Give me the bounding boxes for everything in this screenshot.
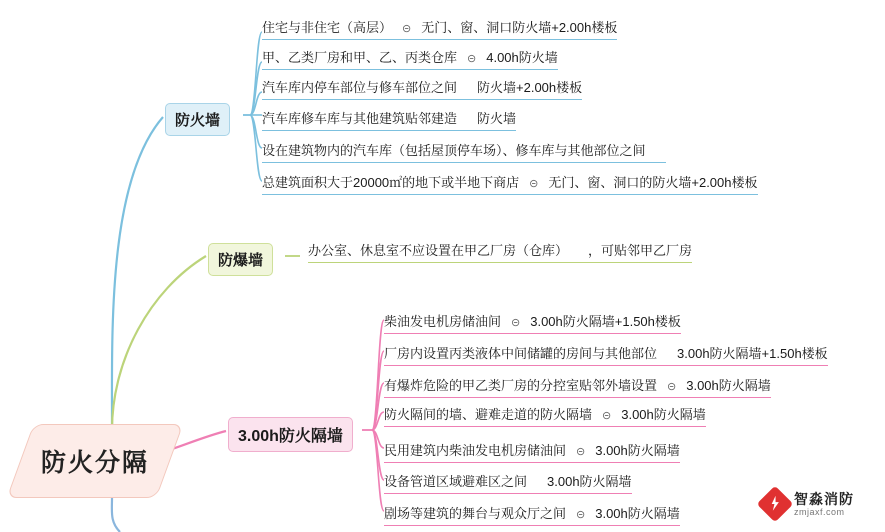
leaf-explosion-proof-1[interactable] <box>308 240 692 263</box>
leaf-text-left: 甲、乙类厂房和甲、乙、丙类仓库 <box>262 50 458 65</box>
leaf-text-left: 民用建筑内柴油发电机房储油间 <box>384 443 567 458</box>
leaf-text-right: 3.00h防火隔墙 <box>595 506 680 521</box>
leaf-separator-icon <box>665 361 669 362</box>
leaf-text-left: 办公室、休息室不应设置在甲乙厂房（仓库） <box>308 243 569 258</box>
leaf-text-right: 3.00h防火隔墙+1.50h楼板 <box>677 346 828 361</box>
leaf-text-right: 防火墙 <box>477 111 517 126</box>
leaf-separator-icon <box>465 126 469 127</box>
leaf-text-left: 汽车库修车库与其他建筑贴邻建造 <box>262 111 458 126</box>
leaf-text-left: 柴油发电机房储油间 <box>384 314 502 329</box>
leaf-text-left: 厂房内设置丙类液体中间储罐的房间与其他部位 <box>384 346 658 361</box>
watermark-text <box>794 491 854 517</box>
leaf-partition-1[interactable] <box>384 311 681 334</box>
leaf-separator-icon: ⊝ <box>667 381 677 393</box>
leaf-text-right: 3.00h防火隔墙 <box>686 378 771 393</box>
leaf-text-right: 无门、窗、洞口防火墙+2.00h楼板 <box>421 20 618 35</box>
watermark-brand: 智淼消防 <box>794 491 854 507</box>
leaf-text-left: 防火隔间的墙、避难走道的防火隔墙 <box>384 407 593 422</box>
leaf-text-right: 防火墙+2.00h楼板 <box>477 80 583 95</box>
watermark-logo <box>762 491 854 517</box>
leaf-partition-6[interactable] <box>384 471 632 494</box>
leaf-text-left: 剧场等建筑的舞台与观众厅之间 <box>384 506 567 521</box>
leaf-partition-2[interactable] <box>384 343 828 366</box>
leaf-text-left: 汽车库内停车部位与修车部位之间 <box>262 80 458 95</box>
leaf-fire-wall-6[interactable] <box>262 172 758 195</box>
leaf-fire-wall-3[interactable] <box>262 77 582 100</box>
leaf-text-left: 住宅与非住宅（高层） <box>262 20 393 35</box>
leaf-separator-icon: ⊝ <box>511 317 521 329</box>
root-node-label: 防火分隔 <box>40 449 149 477</box>
leaf-partition-7[interactable] <box>384 503 680 526</box>
branch-fire-partition-wall[interactable] <box>228 417 353 452</box>
leaf-separator-icon <box>654 158 658 159</box>
leaf-text-right: 无门、窗、洞口的防火墙+2.00h楼板 <box>548 175 758 190</box>
leaf-text-right: ，可贴邻甲乙厂房 <box>588 243 693 258</box>
leaf-text-left: 设备管道区域避难区之间 <box>384 474 528 489</box>
leaf-separator-icon <box>465 95 469 96</box>
leaf-text-right: 4.00h防火墙 <box>486 50 558 65</box>
leaf-separator-icon <box>576 258 580 259</box>
leaf-separator-icon <box>535 489 539 490</box>
leaf-text-right: 3.00h防火隔墙 <box>595 443 680 458</box>
leaf-separator-icon: ⊝ <box>402 23 412 35</box>
leaf-text-right: 3.00h防火隔墙 <box>621 407 706 422</box>
branch-fire-partition-wall-label: 3.00h防火隔墙 <box>238 428 343 445</box>
branch-fire-wall[interactable] <box>165 103 230 136</box>
flame-bolt-icon <box>757 486 794 523</box>
leaf-separator-icon: ⊝ <box>529 178 539 190</box>
leaf-text-right: 3.00h防火隔墙 <box>547 474 632 489</box>
leaf-fire-wall-4[interactable] <box>262 108 516 131</box>
leaf-fire-wall-1[interactable] <box>262 17 617 40</box>
leaf-text-left: 有爆炸危险的甲乙类厂房的分控室贴邻外墙设置 <box>384 378 658 393</box>
leaf-text-left: 总建筑面积大于20000㎡的地下或半地下商店 <box>262 175 520 190</box>
branch-explosion-proof-wall[interactable] <box>208 243 273 276</box>
leaf-separator-icon: ⊝ <box>602 410 612 422</box>
leaf-text-right: 3.00h防火隔墙+1.50h楼板 <box>530 314 681 329</box>
leaf-partition-5[interactable] <box>384 440 680 463</box>
leaf-separator-icon: ⊝ <box>576 509 586 521</box>
leaf-fire-wall-5[interactable] <box>262 140 666 163</box>
leaf-fire-wall-2[interactable] <box>262 47 558 70</box>
watermark-domain: zmjaxf.com <box>794 507 845 518</box>
leaf-text-left: 设在建筑物内的汽车库（包括屋顶停车场）、修车库与其他部位之间 <box>262 143 646 158</box>
leaf-separator-icon: ⊝ <box>467 53 477 65</box>
leaf-separator-icon: ⊝ <box>576 446 586 458</box>
leaf-partition-4[interactable] <box>384 404 706 427</box>
branch-explosion-proof-wall-label: 防爆墙 <box>218 252 264 269</box>
branch-fire-wall-label: 防火墙 <box>175 112 221 129</box>
leaf-partition-3[interactable] <box>384 375 771 398</box>
